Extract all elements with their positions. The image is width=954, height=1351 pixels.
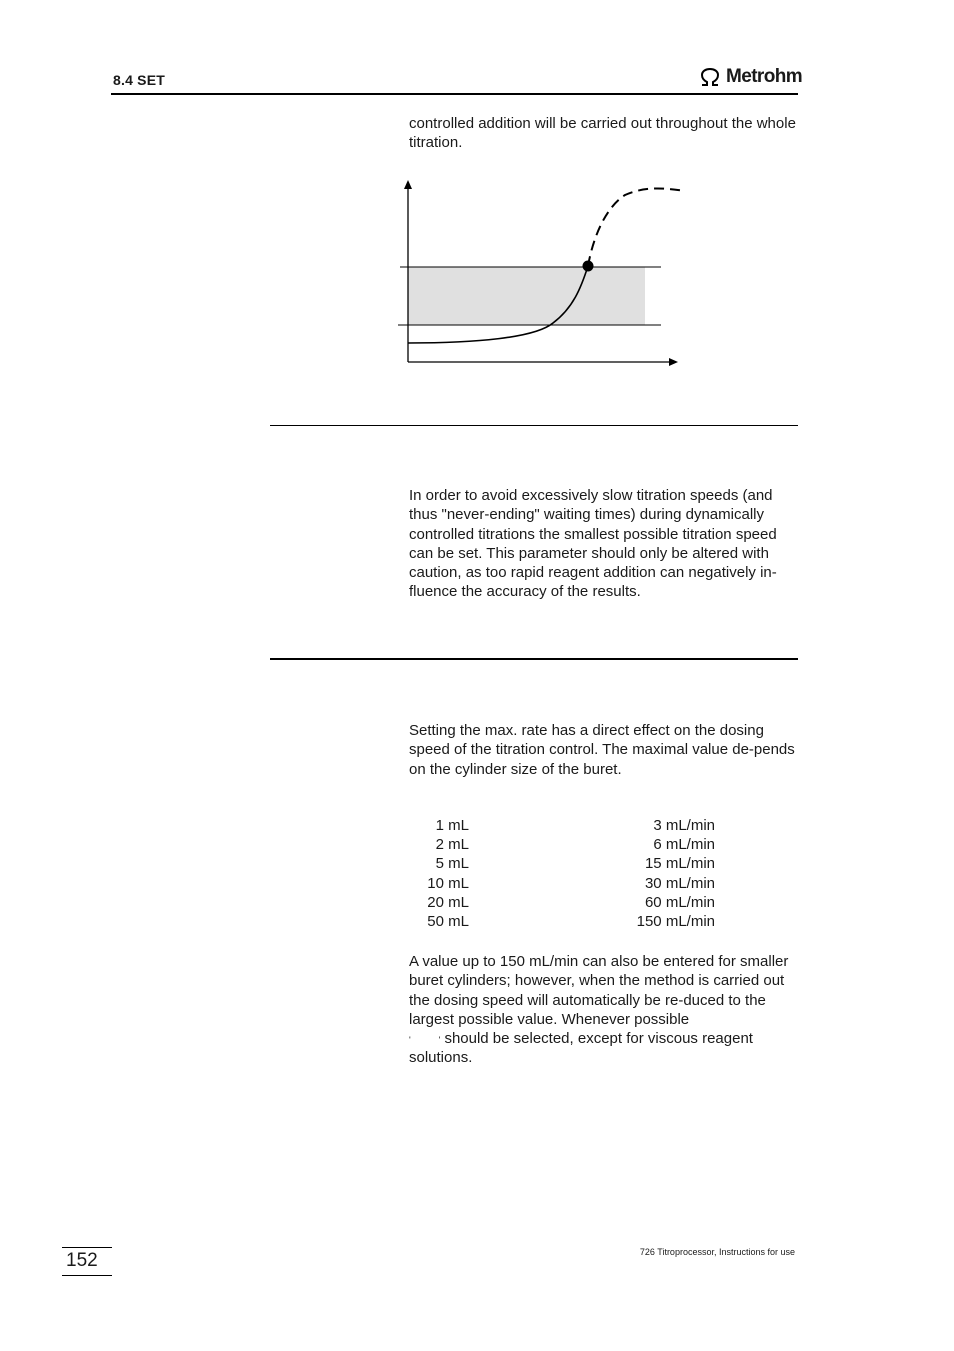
table-row <box>409 875 719 894</box>
closing-paragraph: A value up to 150 mL/min can also be entered for smaller buret cylinders; however, when the method is carried out the dosing speed will automatically be re-duced to the largest possible value. Whenever possible <box>409 953 789 1028</box>
cylinder-size: 10 mL <box>427 875 469 892</box>
omega-icon <box>698 67 722 87</box>
titration-curve-dashed <box>588 188 685 266</box>
cylinder-size: 5 mL <box>435 855 469 872</box>
max-rate: 3 mL/min <box>653 817 715 834</box>
max-rate: 6 mL/min <box>653 836 715 853</box>
logo-text: Metrohm <box>726 66 803 87</box>
y-axis-arrow <box>404 180 412 189</box>
max-rate: 30 mL/min <box>644 875 715 892</box>
table-row <box>409 913 719 932</box>
metrohm-logo <box>698 66 802 88</box>
header-rule <box>111 93 798 95</box>
max-rate: 60 mL/min <box>644 894 715 911</box>
x-axis-arrow <box>669 358 678 366</box>
section-label: 8.4 SET <box>113 72 165 88</box>
closing-last-line: solutions. <box>409 1049 473 1066</box>
control-range-area <box>408 267 645 325</box>
equivalence-point <box>583 261 594 272</box>
table-row <box>409 817 719 836</box>
cylinder-size: 1 mL <box>435 817 469 834</box>
max-rate-paragraph: Setting the max. rate has a direct effect on the dosing speed of the titration control. The maximal value de-pends on the cylinder size of the buret. <box>409 722 795 778</box>
page-number-rule-top <box>62 1247 112 1248</box>
cylinder-size: 2 mL <box>435 836 469 853</box>
section-rule-min-rate <box>270 425 798 426</box>
page-number-rule-bottom <box>62 1275 112 1276</box>
min-rate-paragraph: In order to avoid excessively slow titration speeds (and thus "never-ending" waiting times) during dynamically controlled titrations the smallest possible titration speed can be set. This parameter should only be altered with caution, as too rapid reagent addition can negatively in-fluence the accuracy of the results. <box>409 487 777 601</box>
table-row <box>409 855 719 874</box>
max-rate: 150 mL/min <box>636 913 715 930</box>
intro-paragraph: controlled addition will be carried out throughout the whole titration. <box>409 115 796 152</box>
section-rule-max-rate <box>270 658 798 660</box>
quote-open: ' <box>409 1035 411 1045</box>
quote-close: ' <box>438 1035 441 1045</box>
table-row <box>409 836 719 855</box>
cylinder-size: 20 mL <box>427 894 469 911</box>
table-row <box>409 894 719 913</box>
closing-line-after-quote: should be selected, except for viscous reagent <box>444 1030 753 1047</box>
titration-curve-diagram <box>395 178 695 378</box>
footer-doc-title: 726 Titroprocessor, Instructions for use <box>639 1247 795 1257</box>
page-number: 152 <box>66 1250 98 1271</box>
cylinder-size: 50 mL <box>427 913 469 930</box>
max-rate: 15 mL/min <box>644 855 715 872</box>
